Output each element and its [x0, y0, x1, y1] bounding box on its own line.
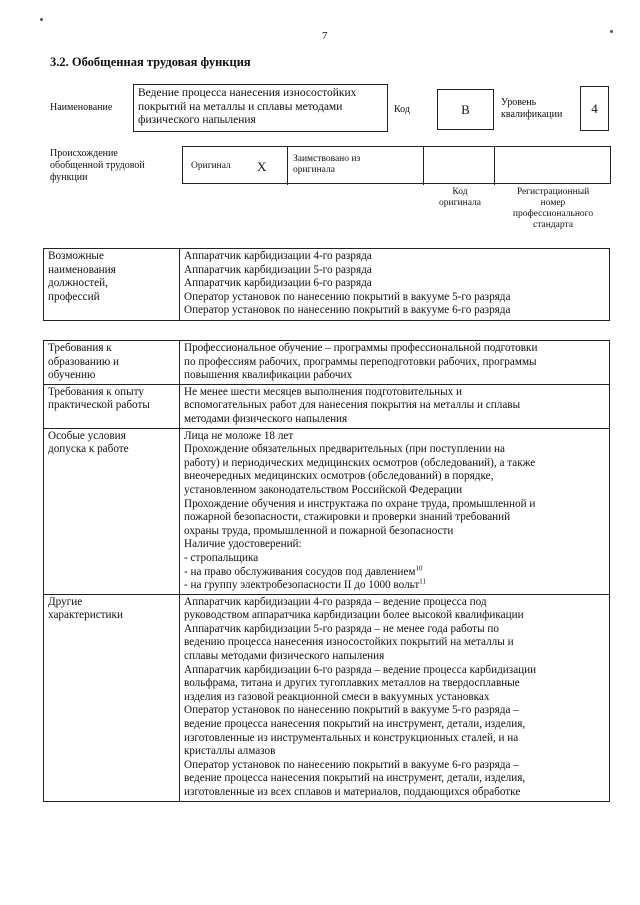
page-number: 7: [322, 30, 328, 42]
borrowed-label: Заимствовано из оригинала: [293, 154, 361, 175]
table-row: [44, 384, 610, 428]
footnote-ref: 11: [419, 577, 426, 586]
table-row: [44, 428, 610, 594]
footnoted-line: - на право обслуживания сосудов под давлением$^{10}$: [184, 563, 423, 578]
divider: [494, 147, 495, 185]
reg-number-caption: Регистрационный номер профессионального стандарта: [512, 187, 594, 230]
requirements-table: [43, 340, 610, 802]
positions-table: [43, 248, 610, 321]
footnote-ref: 10: [415, 563, 423, 572]
function-name-line: физического напыления: [138, 114, 256, 126]
table-row: [44, 249, 610, 321]
list-item: Оператор установок по нанесению покрытий в вакууме 6-го разряда: [184, 304, 511, 317]
other-label: Другие характеристики: [44, 594, 180, 801]
positions-list: [180, 249, 610, 321]
experience-text: Не менее шести месяцев выполнения подготовительных и вспомогательных работ для нанесения покрытия на металлы и сплавы методами физического напыления: [180, 384, 610, 428]
list-item: Аппаратчик карбидизации 6-го разряда: [184, 277, 372, 290]
origin-table: [182, 146, 611, 184]
footnoted-line: - на группу электробезопасности II до 1000 вольт$^{11}$: [184, 577, 426, 592]
other-text: Аппаратчик карбидизации 4-го разряда – ведение процесса под руководством аппаратчика карбидизации более высокой квалификации Аппаратчик карбидизации 5-го разряда – не менее года работы по ведению процесса нанесения износостойких покрытий на металлы и сплавы методами физического напыления Аппаратчик карбидизации 6-го разряда – ведение процесса карбидизации вольфрама, титана и других тугоплавких металлов на твердосплавные изделия из газовой реакционной смеси в вакуумных установках Оператор установок по нанесению покрытий в вакууме 5-го разряда – ведение процесса нанесения покрытий на инструмент, детали, изделия, изготовленные из инструментальных и конструкционных сталей, и на кристаллы алмазов Оператор установок по нанесению покрытий в вакууме 6-го разряда – ведение процесса нанесения покрытий на инструмент, детали, изделия, изготовленные из всех сплавов и материалов, поддающихся обработке: [180, 594, 610, 801]
list-item: Аппаратчик карбидизации 5-го разряда: [184, 263, 372, 276]
level-label: Уровень квалификации: [501, 97, 563, 120]
education-label: Требования к образованию и обучению: [44, 341, 180, 385]
name-label: Наименование: [50, 102, 113, 113]
function-name-line: покрытий на металлы и сплавы методами: [138, 100, 343, 113]
positions-label: Возможные наименования должностей, профессий: [44, 249, 180, 321]
education-text: Профессиональное обучение – программы профессиональной подготовки по профессиям рабочих, программы переподготовки рабочих, программы повышения квалификации рабочих: [180, 341, 610, 385]
original-mark: X: [257, 159, 267, 174]
scan-dot: [40, 18, 43, 21]
divider: [423, 147, 424, 185]
table-row: [44, 341, 610, 385]
level-value: 4: [591, 101, 598, 116]
code-value: B: [461, 102, 470, 117]
code-label: Код: [394, 104, 410, 115]
code-box: [437, 89, 494, 130]
function-name-line: Ведение процесса нанесения износостойких: [138, 87, 357, 99]
list-item: Оператор установок по нанесению покрытий в вакууме 5-го разряда: [184, 290, 511, 303]
function-name-box: [133, 84, 388, 132]
conditions-text: Лица не моложе 18 лет Прохождение обязательных предварительных (при поступлении на работу) и периодических медицинских осмотров (обследований), а также внеочередных медицинских осмотров (обследований) в порядке, установленном законодательством Российской Федерации Прохождение обучения и инструктажа по охране труда, промышленной и пожарной безопасности, стажировки и проверки знаний требований охраны труда, промышленной и пожарной безопасности Наличие удостоверений: - стропальщика - на право обслуживания сосудов под давлением$^{10}$ - на группу электробезопасности II до 1000 вольт$^{11}$: [180, 428, 610, 594]
origin-label: Происхождение обобщенной трудовой функции: [50, 148, 145, 183]
table-row: [44, 594, 610, 801]
section-title: 3.2. Обобщенная трудовая функция: [50, 55, 251, 69]
conditions-label: Особые условия допуска к работе: [44, 428, 180, 594]
original-label: Оригинал: [191, 161, 231, 171]
level-box: [580, 86, 609, 131]
experience-label: Требования к опыту практической работы: [44, 384, 180, 428]
code-original-caption: Код оригинала: [439, 187, 481, 208]
scan-dot: [610, 30, 613, 33]
list-item: Аппаратчик карбидизации 4-го разряда: [184, 250, 372, 262]
divider: [287, 147, 288, 185]
